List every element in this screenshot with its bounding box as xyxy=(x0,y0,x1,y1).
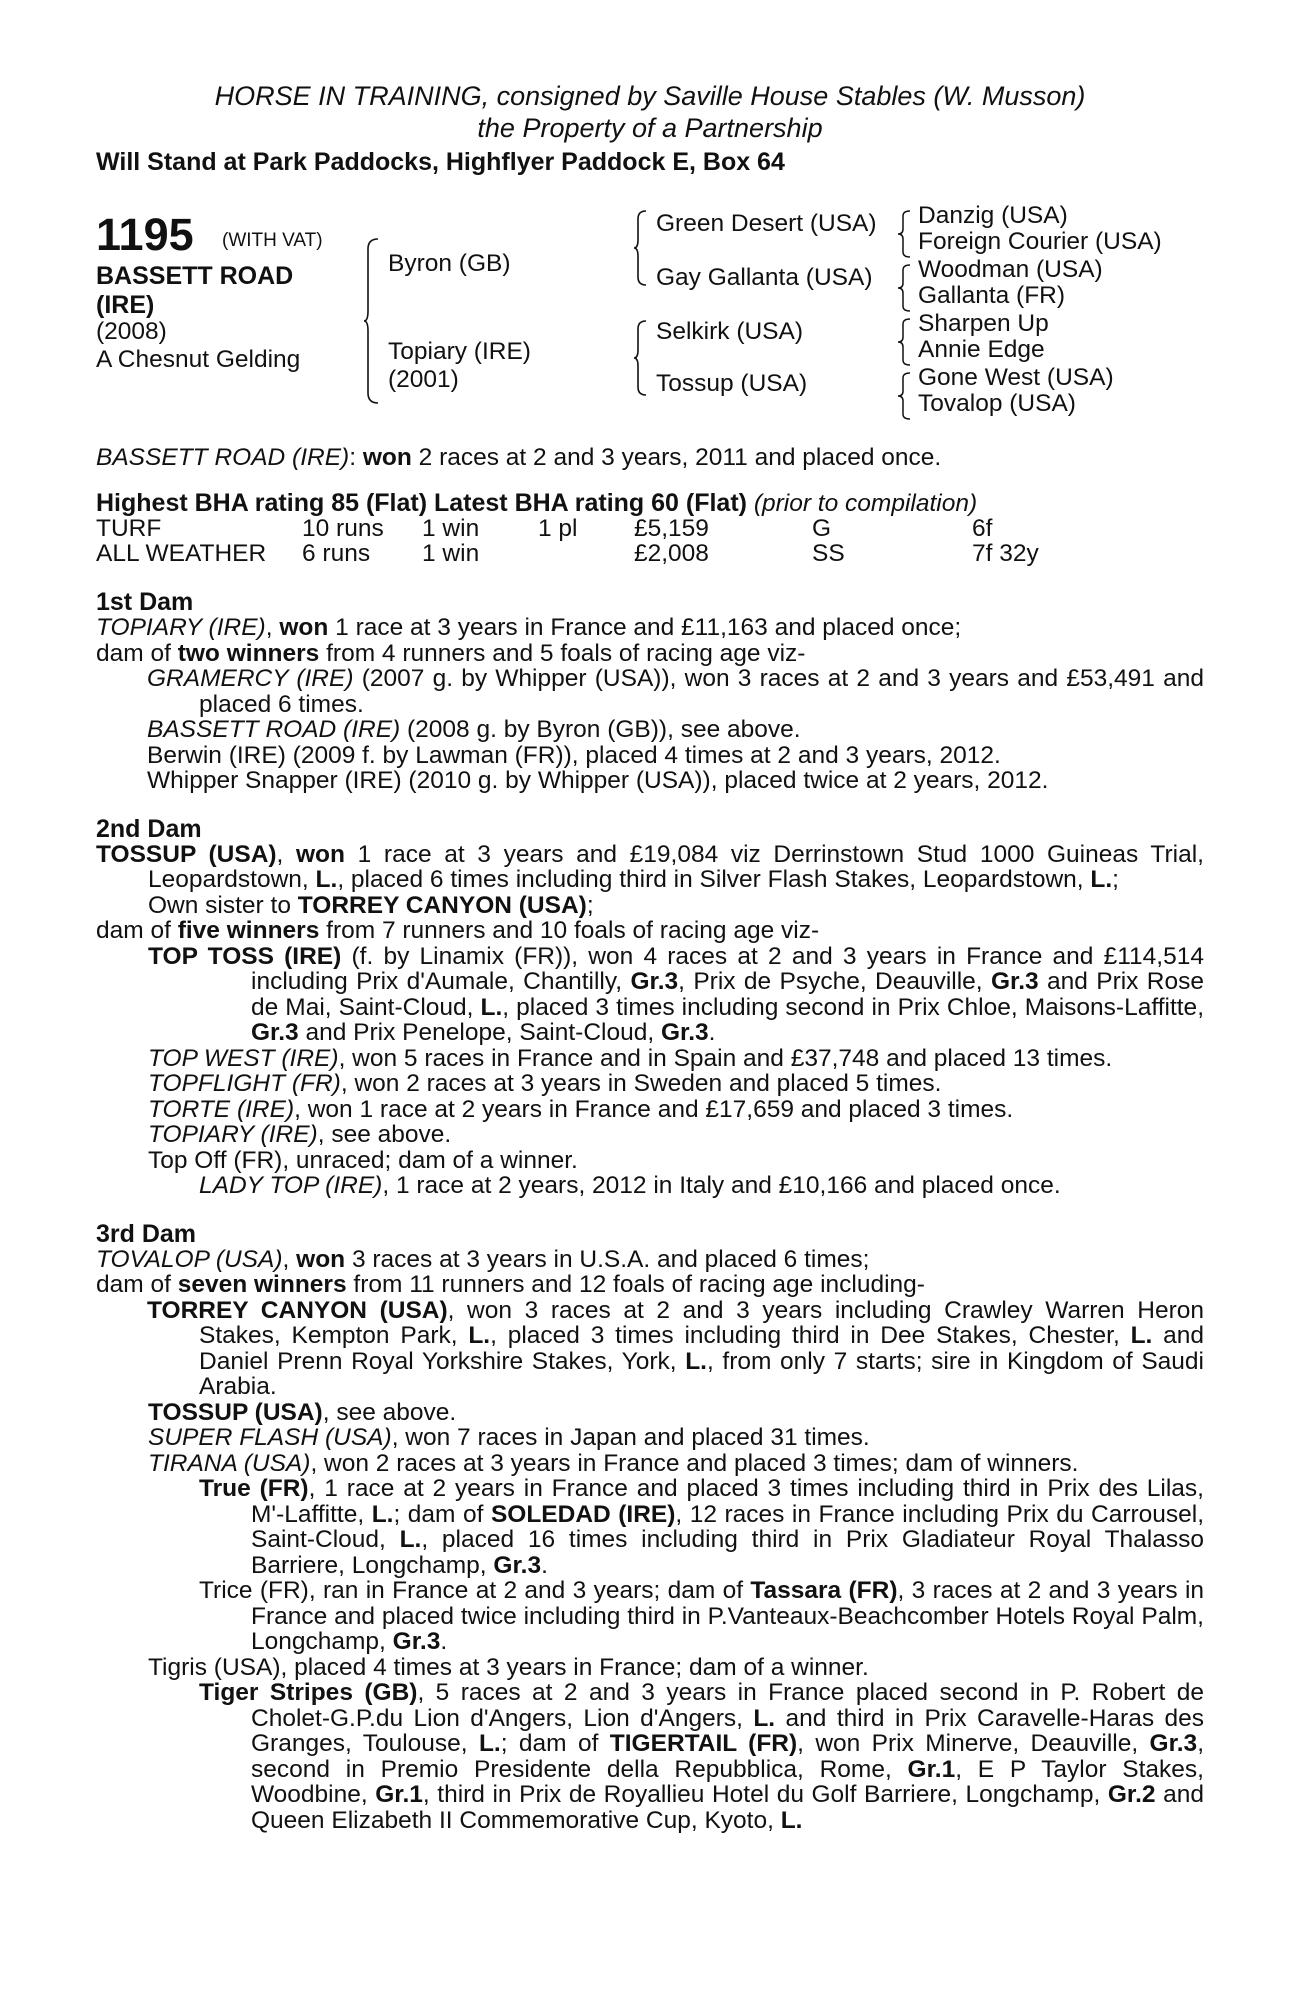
stand-line: Will Stand at Park Paddocks, Highflyer Paddock E, Box 64 xyxy=(96,148,785,176)
gen3-6: Annie Edge xyxy=(918,336,1045,363)
dam-sire: Selkirk (USA) xyxy=(656,318,804,345)
consignor-line: HORSE IN TRAINING, consigned by Saville House Stables (W. Musson) xyxy=(214,81,1086,111)
horse-name: BASSETT ROAD (IRE) xyxy=(96,262,294,319)
horse-description: A Chesnut Gelding xyxy=(96,346,301,373)
gen3-2: Foreign Courier (USA) xyxy=(918,228,1162,255)
table-cell: 1 pl xyxy=(538,515,578,542)
pedigree-brace xyxy=(634,210,648,286)
gen3-4: Gallanta (FR) xyxy=(918,282,1066,309)
vat-note: (WITH VAT) xyxy=(222,230,323,251)
pedigree-brace xyxy=(898,372,912,420)
property-line: the Property of a Partnership xyxy=(477,113,823,143)
gen3-1: Danzig (USA) xyxy=(918,202,1068,229)
dam: Topiary (IRE) xyxy=(388,338,531,365)
pedigree-brace xyxy=(364,238,380,404)
table-cell: 1 win xyxy=(422,515,480,542)
table-cell: 1 win xyxy=(422,540,480,567)
foaling-year: (2008) xyxy=(96,318,167,345)
pedigree-brace xyxy=(898,318,912,366)
second-dam-section: TOSSUP (USA), won 1 race at 3 years and £19,084 viz Derrinstown Stud 1000 Guineas Trial, Leopardstown, L., placed 6 times including third in Silver Flash Stakes, Leopardstown, L.; Own sister to TORREY CANYON (USA); dam of five winners from 7 runners and 10 foals of racing age viz- TOP TOSS (IRE) (f. by Linamix (FR)), won 4 races at 2 and 3 years in France and £114,514 including Prix d'Aumale, Chantilly, Gr.3, Prix de Psyche, Deauville, Gr.3 and Prix Rose de Mai, Saint-Cloud, L., placed 3 times including second in Prix Chloe, Maisons-Laffitte, Gr.3 and Prix Penelope, Saint-Cloud, Gr.3. TOP WEST (IRE), won 5 races in France and in Spain and £37,748 and placed 13 times. TOPFLIGHT (FR), won 2 races at 3 years in Sweden and placed 5 times. TORTE (IRE), won 1 race at 2 years in France and £17,659 and placed 3 times. TOPIARY (IRE), see above. Top Off (FR), unraced; dam of a winner. LADY TOP (IRE), 1 race at 2 years, 2012 in Italy and £10,166 and placed once. xyxy=(96,840,1204,1199)
sire: Byron (GB) xyxy=(388,250,511,277)
gen3-8: Tovalop (USA) xyxy=(918,390,1076,417)
pedigree-block xyxy=(96,202,1204,421)
pedigree-brace xyxy=(898,264,912,312)
pedigree-brace xyxy=(898,210,912,258)
gen3-3: Woodman (USA) xyxy=(918,256,1103,283)
table-cell: £2,008 xyxy=(634,540,709,567)
table-cell: TURF xyxy=(96,515,162,542)
third-dam-heading: 3rd Dam xyxy=(96,1219,197,1248)
sire-sire: Green Desert (USA) xyxy=(656,210,877,237)
gen3-7: Gone West (USA) xyxy=(918,364,1114,391)
dam-year: (2001) xyxy=(388,366,459,393)
record-table xyxy=(96,516,1204,567)
table-cell: £5,159 xyxy=(634,515,709,542)
race-summary: BASSETT ROAD (IRE): won 2 races at 2 and 3 years, 2011 and placed once. xyxy=(96,444,942,471)
third-dam-section: TOVALOP (USA), won 3 races at 3 years in U.S.A. and placed 6 times; dam of seven winners from 11 runners and 12 foals of racing age including- TORREY CANYON (USA), won 3 races at 2 and 3 years including Crawley Warren Heron Stakes, Kempton Park, L., placed 3 times including third in Dee Stakes, Chester, L. and Daniel Prenn Royal Yorkshire Stakes, York, L., from only 7 starts; sire in Kingdom of Saudi Arabia. TOSSUP (USA), see above. SUPER FLASH (USA), won 7 races in Japan and placed 31 times. TIRANA (USA), won 2 races at 3 years in France and placed 3 times; dam of winners. True (FR), 1 race at 2 years in France and placed 3 times including third in Prix des Lilas, M'-Laffitte, L.; dam of SOLEDAD (IRE), 12 races in France including Prix du Carrousel, Saint-Cloud, L., placed 16 times including third in Prix Gladiateur Royal Thalasso Barriere, Longchamp, Gr.3. Trice (FR), ran in France at 2 and 3 years; dam of Tassara (FR), 3 races at 2 and 3 years in France and placed twice including third in P.Vanteaux-Beachcomber Hotels Royal Palm, Longchamp, Gr.3. Tigris (USA), placed 4 times at 3 years in France; dam of a winner. Tiger Stripes (GB), 5 races at 2 and 3 years in France placed second in P. Robert de Cholet-G.P.du Lion d'Angers, Lion d'Angers, L. and third in Prix Caravelle-Haras des Granges, Toulouse, L.; dam of TIGERTAIL (FR), won Prix Minerve, Deauville, Gr.3, second in Premio Presidente della Repubblica, Rome, Gr.1, E P Taylor Stakes, Woodbine, Gr.1, third in Prix de Royallieu Hotel du Golf Barriere, Longchamp, Gr.2 and Queen Elizabeth II Commemorative Cup, Kyoto, L. xyxy=(96,1245,1205,1834)
first-dam-heading: 1st Dam xyxy=(96,588,194,616)
second-dam-heading: 2nd Dam xyxy=(96,814,202,843)
lot-number: 1195 xyxy=(96,209,194,260)
table-cell: ALL WEATHER xyxy=(96,540,267,567)
gen3-5: Sharpen Up xyxy=(918,310,1049,337)
table-cell: 6 runs xyxy=(302,540,371,567)
sire-dam: Gay Gallanta (USA) xyxy=(656,264,873,291)
first-dam-section: TOPIARY (IRE), won 1 race at 3 years in France and £11,163 and placed once; dam of two winners from 4 runners and 5 foals of racing age viz- GRAMERCY (IRE) (2007 g. by Whipper (USA)), won 3 races at 2 and 3 years and £53,491 and placed 6 times. BASSETT ROAD (IRE) (2008 g. by Byron (GB)), see above. Berwin (IRE) (2009 f. by Lawman (FR)), placed 4 times at 2 and 3 years, 2012. Whipper Snapper (IRE) (2010 g. by Whipper (USA)), placed twice at 2 years, 2012. xyxy=(96,614,1204,794)
table-cell: 6f xyxy=(972,515,993,542)
table-cell: 7f 32y xyxy=(972,540,1039,567)
catalogue-page xyxy=(96,80,1204,1833)
table-cell: G xyxy=(812,515,832,542)
dam-dam: Tossup (USA) xyxy=(656,370,808,397)
rating-line: Highest BHA rating 85 (Flat) Latest BHA rating 60 (Flat) (prior to compilation) xyxy=(96,488,978,517)
table-cell: SS xyxy=(812,540,845,567)
pedigree-brace xyxy=(634,320,648,396)
table-cell: 10 runs xyxy=(302,515,384,542)
